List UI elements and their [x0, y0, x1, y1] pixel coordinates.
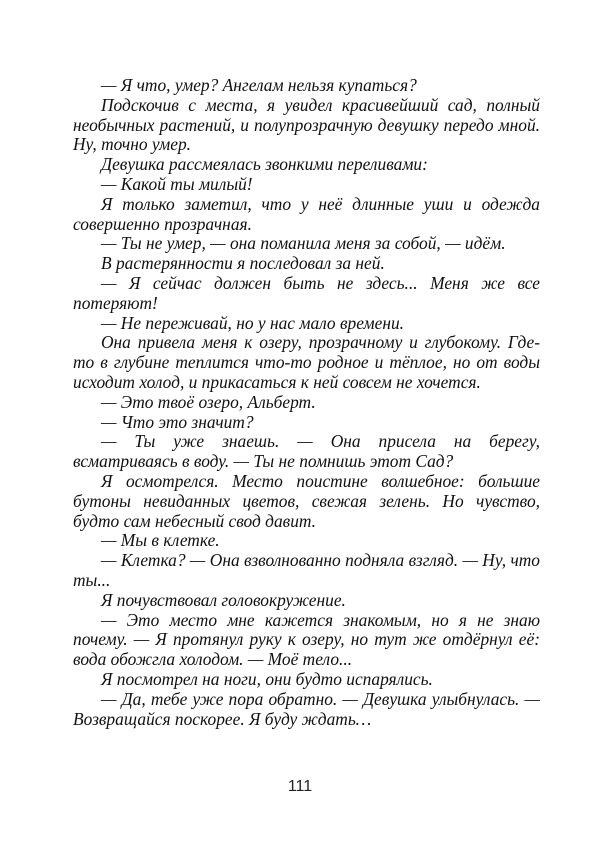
paragraph: В растерянности я последовал за ней. [101, 253, 385, 274]
paragraph: Я только заметил, что у неё длинные уши и одежда совершенно прозрачная. [73, 193, 540, 234]
paragraph: Я почувствовал головокружение. [101, 589, 346, 610]
paragraph: Я осмотрелся. Место поистине волшебное: большие бутоны невиданных цветов, свежая зелень. Но чувство, будто сам небесный свод давит. [73, 470, 540, 531]
paragraph: Подскочив с места, я увидел красивейший сад, полный необычных растений, и полупрозрачную девушку передо мной. Ну, точно умер. [73, 94, 540, 155]
paragraph: — Не переживай, но у нас мало времени. [101, 312, 404, 333]
paragraph: — Ты уже знаешь. — Она присела на берегу, всматриваясь в воду. — Ты не помнишь этот Сад? [73, 431, 540, 472]
paragraph: — Да, тебе уже пора обратно. — Девушка улыбнулась. — Возвращайся поскорее. Я буду ждать… [73, 688, 540, 729]
paragraph: — Это твоё озеро, Альберт. [101, 391, 316, 412]
paragraph: Девушка рассмеялась звонкими переливами: [101, 154, 428, 175]
page-number: 111 [287, 778, 313, 795]
paragraph: — Ты не умер, — она поманила меня за собой, — идём. [101, 233, 506, 254]
paragraph: — Какой ты милый! [101, 173, 253, 194]
paragraph: — Я что, умер? Ангелам нельзя купаться? [101, 75, 417, 95]
paragraph: — Я сейчас должен быть не здесь... Меня же все потеряют! [73, 272, 540, 313]
paragraph: — Мы в клетке. [101, 530, 220, 551]
paragraph: Я посмотрел на ноги, они будто испарялись. [101, 668, 433, 689]
paragraph: Она привела меня к озеру, прозрачному и глубокому. Где-то в глубине теплится что-то родное и тёплое, но от воды исходит холод, и прикасаться к ней совсем не хочется. [73, 332, 540, 392]
paragraph: — Что это значит? [101, 411, 254, 432]
page-text [73, 76, 540, 729]
paragraph: — Клетка? — Она взволнованно подняла взгляд. — Ну, что ты... [73, 550, 540, 590]
paragraph: — Это место мне кажется знакомым, но я не знаю почему. — Я протянул руку к озеру, но тут же отдёрнул её: вода обожгла холодом. — Моё тело... [73, 609, 540, 670]
